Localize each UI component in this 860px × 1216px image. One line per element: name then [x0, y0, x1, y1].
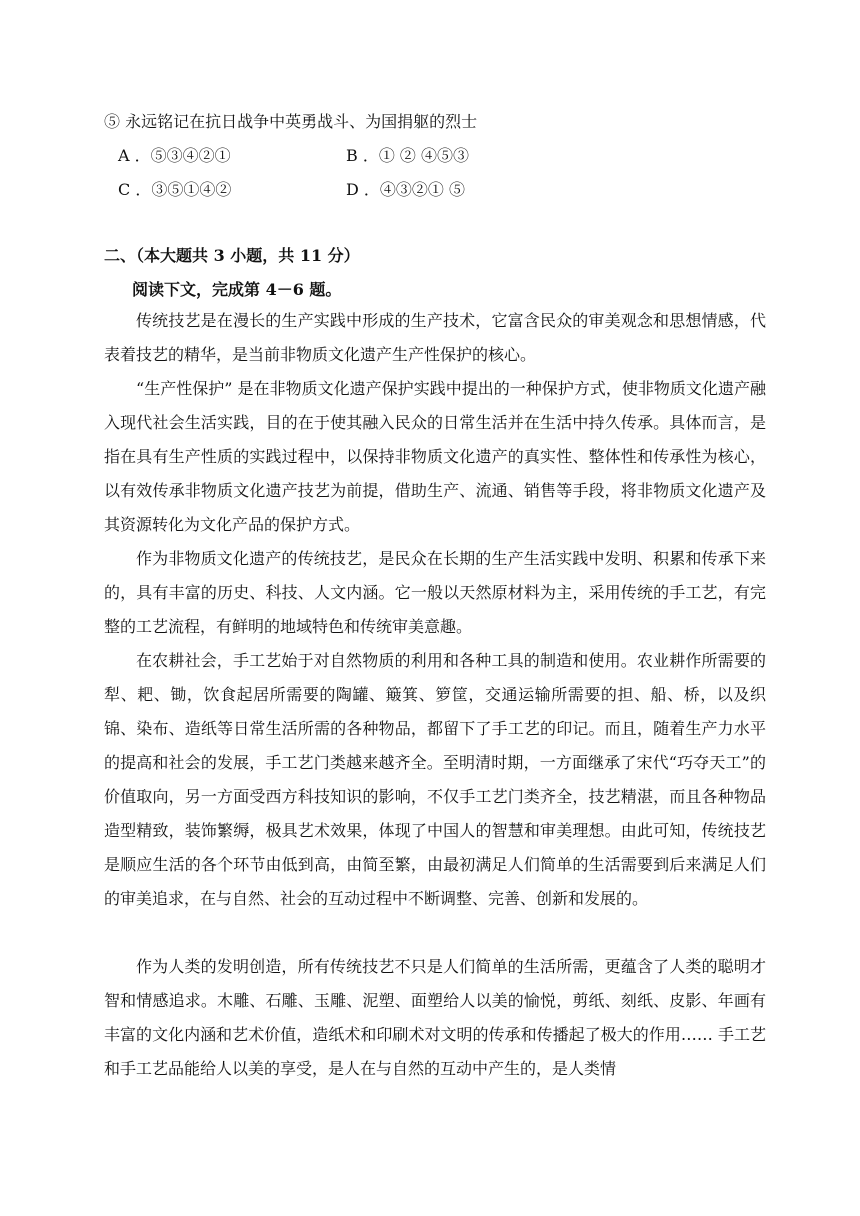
option-d: D ．④③②① ⑤	[346, 180, 466, 199]
option-c: C ．③⑤①④②	[118, 180, 232, 199]
passage-paragraph-3: 作为非物质文化遗产的传统技艺，是民众在长期的生产生活实践中发明、积累和传承下来的，具有丰富的历史、科技、人文内涵。它一般以天然原材料为主，采用传统的手工艺，有完整的工艺流程，有鲜明的地域特色和传统审美意趣。	[104, 549, 766, 636]
passage-paragraph-2: “生产性保护” 是在非物质文化遗产保护实践中提出的一种保护方式，使非物质文化遗产融入现代社会生活实践，目的在于使其融入民众的日常生活并在生活中持久传承。具体而言，是指在具有生产性质的实践过程中，以保持非物质文化遗产的真实性、整体性和传承性为核心，以有效传承非物质文化遗产技艺为前提，借助生产、流通、销售等手段，将非物质文化遗产及其资源转化为文化产品的保护方式。	[104, 379, 766, 534]
passage-paragraph-4: 在农耕社会，手工艺始于对自然物质的利用和各种工具的制造和使用。农业耕作所需要的犁、耙、锄，饮食起居所需要的陶罐、簸箕、箩筐，交通运输所需要的担、船、桥，以及织锦、染布、造纸等日常生活所需的各种物品，都留下了手工艺的印记。而且，随着生产力水平的提高和社会的发展，手工艺门类越来越齐全。至明清时期，一方面继承了宋代“巧夺天工”的价值取向，另一方面受西方科技知识的影响，不仅手工艺门类齐全，技艺精湛，而且各种物品造型精致，装饰繁缛，极具艺术效果，体现了中国人的智慧和审美理想。由此可知，传统技艺是顺应生活的各个环节由低到高，由简至繁，由最初满足人们简单的生活需要到后来满足人们的审美追求，在与自然、社会的互动过程中不断调整、完善、创新和发展的。	[104, 651, 766, 908]
question-item-5: ⑤ 永远铭记在抗日战争中英勇战斗、为国捐躯的烈士	[104, 112, 478, 131]
passage-paragraph-5: 作为人类的发明创造，所有传统技艺不只是人们简单的生活所需，更蕴含了人类的聪明才智和情感追求。木雕、石雕、玉雕、泥塑、面塑给人以美的愉悦，剪纸、刻纸、皮影、年画有丰富的文化内涵和艺术价值，造纸术和印刷术对文明的传承和传播起了极大的作用…… 手工艺和手工艺品能给人以美的享受，是人在与自然的互动中产生的，是人类情	[104, 957, 766, 1078]
option-b: B ．① ② ④⑤③	[346, 146, 470, 165]
section-instruction: 阅读下文，完成第 4－6 题。	[132, 280, 342, 299]
option-a: A ．⑤③④②①	[118, 146, 231, 165]
section-heading: 二、（本大题共 3 小题，共 11 分）	[104, 246, 360, 265]
passage-paragraph-1: 传统技艺是在漫长的生产实践中形成的生产技术，它富含民众的审美观念和思想情感，代表着技艺的精华，是当前非物质文化遗产生产性保护的核心。	[104, 311, 766, 364]
